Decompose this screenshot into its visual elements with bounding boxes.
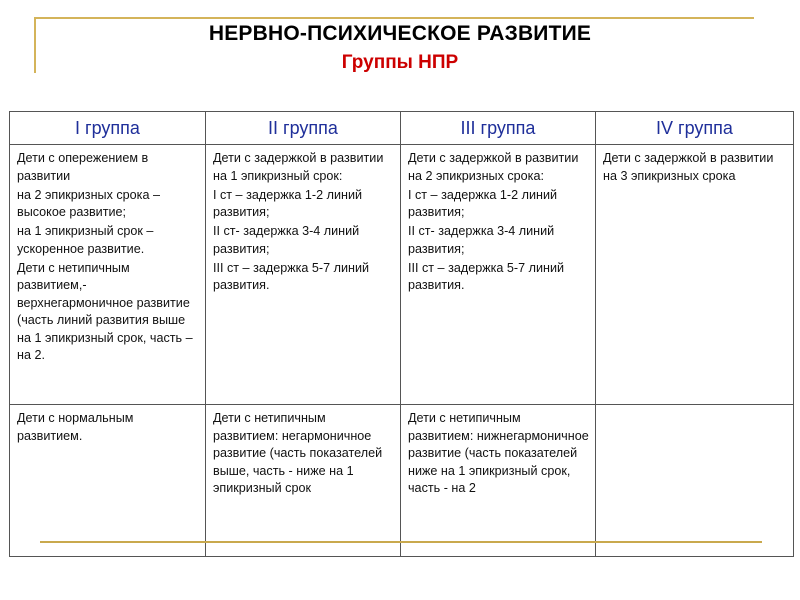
cell-text: на 2 эпикризных срока – высокое развитие; <box>17 187 160 219</box>
page-title: НЕРВНО-ПСИХИЧЕСКОЕ РАЗВИТИЕ <box>208 22 592 45</box>
header-group-4: IV группа <box>596 112 794 145</box>
table-row <box>10 405 794 557</box>
cell-group-1-atypical <box>10 405 206 557</box>
decorative-bottom-line <box>40 541 762 543</box>
cell-text: Дети с задержкой в развитии на 1 эпикризный срок: <box>213 151 384 183</box>
cell-text: Дети с опережением в развитии <box>17 151 149 183</box>
cell-text: Дети с нетипичным развитием: негармоничное развитие (часть показателей выше, часть - ниже на 1 эпикризный срок <box>213 411 383 495</box>
cell-group-3-atypical <box>401 405 596 557</box>
cell-text: I ст – задержка 1-2 линий развития; <box>408 187 558 219</box>
cell-text: II ст- задержка 3-4 линий развития; <box>213 224 360 256</box>
cell-text: на 1 эпикризный срок – ускоренное развитие. <box>17 224 154 256</box>
cell-group-3-delay <box>401 145 596 405</box>
cell-text: II ст- задержка 3-4 линий развития; <box>408 224 555 256</box>
cell-group-2-atypical <box>206 405 401 557</box>
cell-group-4-delay <box>596 145 794 405</box>
cell-text: III ст – задержка 5-7 линий развития. <box>408 260 565 292</box>
cell-text: III ст – задержка 5-7 линий развития. <box>213 260 370 292</box>
table-row <box>10 145 794 405</box>
cell-text: Дети с задержкой в развитии на 2 эпикризных срока: <box>408 151 579 183</box>
cell-text: I ст – задержка 1-2 линий развития; <box>213 187 363 219</box>
groups-table <box>9 111 794 557</box>
header-group-2: II группа <box>206 112 401 145</box>
decorative-top-line <box>34 17 754 19</box>
cell-group-2-delay <box>206 145 401 405</box>
cell-text: Дети с нетипичным развитием,- верхнегармоничное развитие (часть линий развития выше на 1 эпикризный срок, часть – на 2. <box>17 260 193 362</box>
cell-text: Дети с нетипичным развитием: нижнегармоничное развитие (часть показателей ниже на 1 эпикризный срок, часть - на 2 <box>408 411 589 495</box>
cell-group-1-delay <box>10 145 206 405</box>
header-group-1: I группа <box>10 112 206 145</box>
page-subtitle: Группы НПР <box>341 52 459 73</box>
table-header-row <box>10 112 794 145</box>
cell-text: Дети с нормальным развитием. <box>17 411 134 443</box>
cell-text: Дети с задержкой в развитии на 3 эпикризных срока <box>603 151 774 183</box>
cell-group-4-atypical <box>596 405 794 557</box>
header-group-3: III группа <box>401 112 596 145</box>
